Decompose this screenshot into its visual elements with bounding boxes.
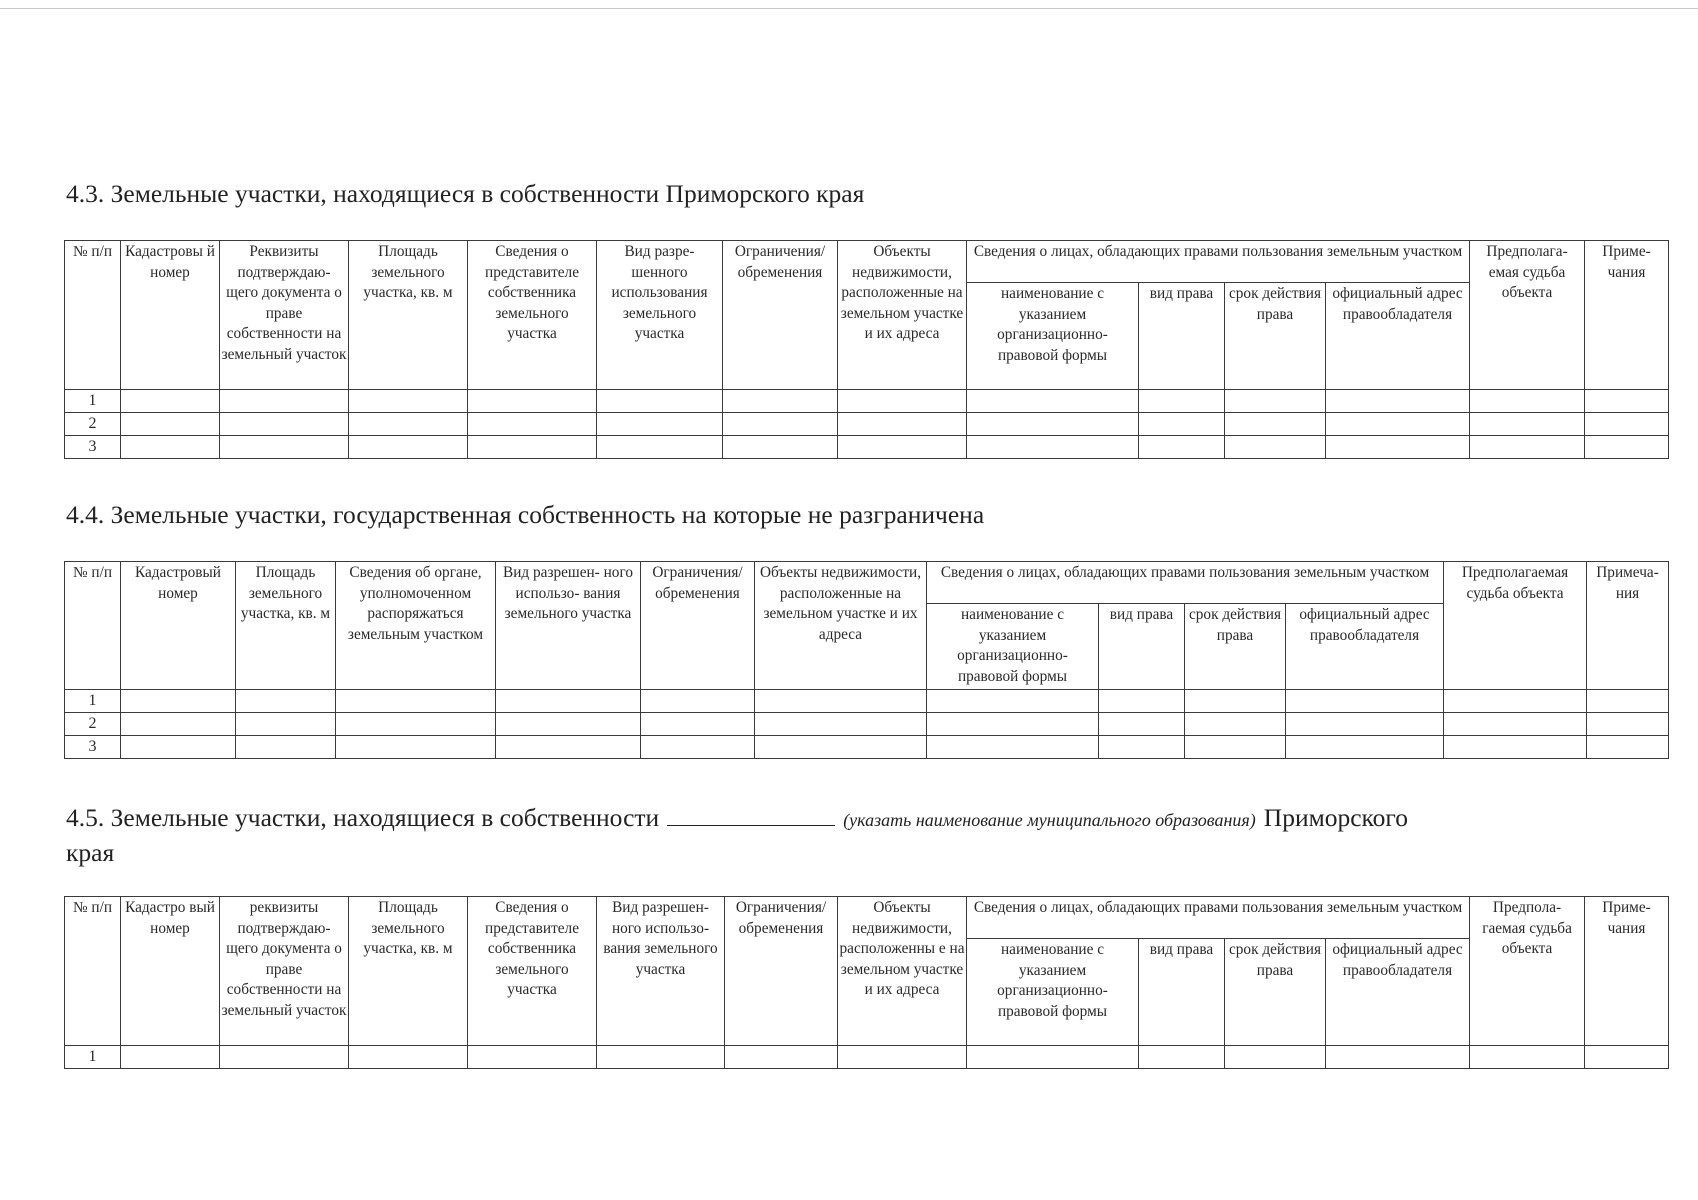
col-real-estate-objects: Объекты недвижимости, расположенны е на земельном участке и их адреса [838, 897, 967, 1046]
subcol-right-type: вид права [1139, 939, 1225, 1046]
subcol-right-type: вид права [1139, 283, 1225, 390]
col-number: № п/п [65, 241, 121, 390]
subcol-right-type: вид права [1099, 604, 1185, 690]
section-4-5-title [66, 800, 1408, 838]
col-group-right-holders: Сведения о лицах, обладающих правами пользования земельным участком [967, 241, 1470, 283]
table-row [65, 736, 1669, 759]
col-intended-fate: Предполага- емая судьба объекта [1470, 241, 1585, 390]
col-notes: Примеча- ния [1587, 562, 1669, 690]
col-area: Площадь земельного участка, кв. м [349, 897, 468, 1046]
section-4-5-title-line2: края [66, 838, 115, 867]
col-encumbrances: Ограничения/ обременения [723, 241, 838, 390]
subcol-holder-address: официальный адрес правообладателя [1326, 939, 1470, 1046]
row-number: 1 [65, 690, 121, 713]
table-row [65, 390, 1669, 413]
row-number: 2 [65, 413, 121, 436]
section-4-5-title-part2: Приморского [1263, 803, 1408, 832]
col-real-estate-objects: Объекты недвижимости, расположенные на земельном участке и их адреса [755, 562, 927, 690]
row-number: 1 [65, 390, 121, 413]
col-permitted-use: Вид разрешен- ного использо- вания земельного участка [496, 562, 641, 690]
subcol-holder-name: наименование с указанием организационно- правовой формы [927, 604, 1099, 690]
table-row [65, 690, 1669, 713]
subcol-right-term: срок действия права [1225, 939, 1326, 1046]
municipality-blank-line [667, 803, 835, 826]
col-area: Площадь земельного участка, кв. м [349, 241, 468, 390]
col-encumbrances: Ограничения/ обременения [641, 562, 755, 690]
col-real-estate-objects: Объекты недвижимости, расположенные на земельном участке и их адреса [838, 241, 967, 390]
col-group-right-holders: Сведения о лицах, обладающих правами пользования земельным участком [967, 897, 1470, 939]
row-number: 1 [65, 1046, 121, 1069]
subcol-holder-address: официальный адрес правообладателя [1286, 604, 1444, 690]
col-ownership-document: Реквизиты подтверждаю- щего документа о праве собственности на земельный участок [220, 241, 349, 390]
section-4-5-title-part1: 4.5. Земельные участки, находящиеся в собственности [66, 803, 660, 832]
col-owner-representative: Сведения о представителе собственника земельного участка [468, 241, 597, 390]
section-4-3-title: 4.3. Земельные участки, находящиеся в собственности Приморского края [66, 179, 865, 208]
table-4-5 [64, 896, 1669, 1069]
table-row [65, 436, 1669, 459]
table-4-4 [64, 561, 1669, 759]
subcol-right-term: срок действия права [1225, 283, 1326, 390]
row-number: 3 [65, 436, 121, 459]
col-number: № п/п [65, 897, 121, 1046]
table-row [65, 1046, 1669, 1069]
col-cadastral-number: Кадастро вый номер [121, 897, 220, 1046]
table-row [65, 713, 1669, 736]
subcol-holder-address: официальный адрес правообладателя [1326, 283, 1470, 390]
subcol-holder-name: наименование с указанием организационно- правовой формы [967, 939, 1139, 1046]
section-4-5-title-note: (указать наименование муниципального образования) [843, 810, 1256, 830]
col-intended-fate: Предполагаемая судьба объекта [1444, 562, 1587, 690]
col-authorized-body: Сведения об органе, уполномоченном распоряжаться земельным участком [336, 562, 496, 690]
scan-top-edge [0, 8, 1698, 9]
row-number: 3 [65, 736, 121, 759]
col-owner-representative: Сведения о представителе собственника земельного участка [468, 897, 597, 1046]
col-cadastral-number: Кадастровый номер [121, 562, 236, 690]
subcol-right-term: срок действия права [1185, 604, 1286, 690]
col-area: Площадь земельного участка, кв. м [236, 562, 336, 690]
section-4-4-title: 4.4. Земельные участки, государственная собственность на которые не разграничена [66, 500, 985, 529]
col-permitted-use: Вид разрешен- ного использо- вания земельного участка [597, 897, 725, 1046]
col-group-right-holders: Сведения о лицах, обладающих правами пользования земельным участком [927, 562, 1444, 604]
col-number: № п/п [65, 562, 121, 690]
subcol-holder-name: наименование с указанием организационно- правовой формы [967, 283, 1139, 390]
col-intended-fate: Предпола- гаемая судьба объекта [1470, 897, 1585, 1046]
col-encumbrances: Ограничения/ обременения [725, 897, 838, 1046]
col-notes: Приме- чания [1585, 241, 1669, 390]
col-cadastral-number: Кадастровы й номер [121, 241, 220, 390]
row-number: 2 [65, 713, 121, 736]
table-row [65, 413, 1669, 436]
col-ownership-document: реквизиты подтверждаю- щего документа о праве собственности на земельный участок [220, 897, 349, 1046]
col-permitted-use: Вид разре- шенного использования земельного участка [597, 241, 723, 390]
col-notes: Приме- чания [1585, 897, 1669, 1046]
table-4-3 [64, 240, 1669, 459]
